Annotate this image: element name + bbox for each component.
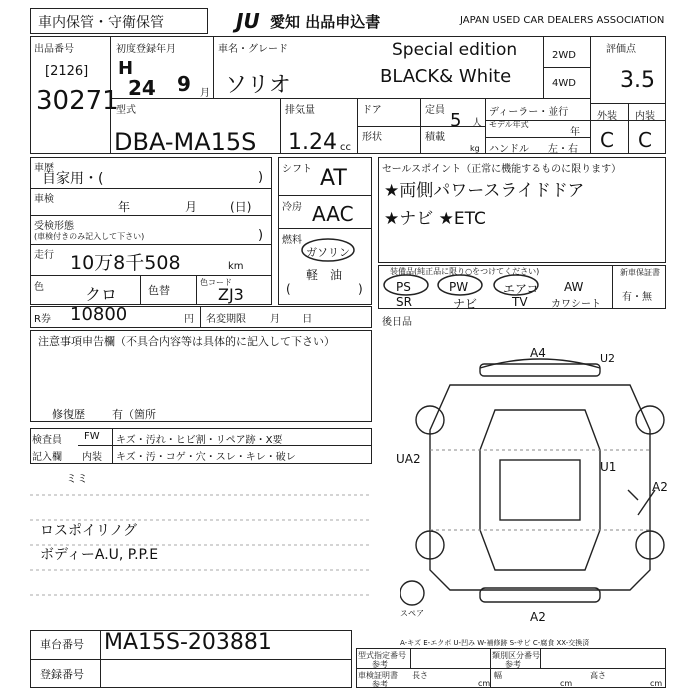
- height-label: 高さ: [590, 671, 606, 680]
- inspector-label: 検査員: [32, 435, 62, 446]
- form-title: 愛知 出品申込書: [270, 13, 381, 31]
- entry-label: 記入欄: [32, 452, 62, 463]
- equip-aw: AW: [564, 280, 584, 294]
- history-label: 車歴: [34, 163, 54, 174]
- grade-line1: Special edition: [392, 40, 518, 60]
- first-reg-label: 初度登録年月: [116, 44, 176, 55]
- cm-label-1: cm: [478, 679, 491, 688]
- std-model-label: 型式指定番号: [358, 651, 406, 660]
- shift-label: シフト: [282, 164, 312, 175]
- equipment-label: 装備品(純正品に限り○をつけてください): [390, 267, 540, 276]
- selling-points-2: ★ナビ ★ETC: [384, 209, 486, 229]
- equip-navi: ナビ: [453, 297, 478, 311]
- spare-label: スペア: [400, 609, 424, 618]
- handle-opts: 左・右: [548, 144, 578, 155]
- car-name-label: 車名・グレード: [218, 44, 288, 55]
- length-label: 長さ: [412, 671, 428, 680]
- diag-u2: U2: [600, 352, 616, 365]
- color-change-label: 色替: [148, 284, 170, 297]
- model-code: DBA-MA15S: [114, 128, 257, 156]
- reg-month: 9: [177, 72, 191, 96]
- fw-label: FW: [84, 431, 100, 442]
- car-name: ソリオ: [225, 73, 291, 98]
- model-label: 型式: [116, 105, 136, 116]
- repair-history-label: 修復歴: [52, 408, 85, 421]
- fuel-label: 燃料: [282, 235, 302, 246]
- chassis-value: MA15S-203881: [104, 630, 272, 655]
- diag-a2-bottom: A2: [530, 610, 546, 624]
- color-code-label: 色コード: [200, 278, 232, 287]
- selling-points-1: ★両側パワースライドドア: [384, 181, 585, 201]
- fuel-diesel: 軽 油: [306, 268, 343, 282]
- history-close-paren: ): [258, 170, 264, 185]
- notes-line-2: ボディーA.U, P.P.E: [40, 547, 159, 563]
- new-warranty-label: 新車保証書: [620, 268, 660, 277]
- inspection-year-unit: 年: [118, 200, 131, 214]
- lot-bracket: [2126]: [45, 64, 89, 79]
- equip-sr: SR: [396, 295, 412, 309]
- fuel-gas: ガソリン: [306, 246, 350, 259]
- selling-points-label: セールスポイント（正常に機能するものに限ります）: [382, 164, 622, 175]
- mileage-value: 10万8千508: [70, 252, 181, 274]
- aircon-value: AAC: [312, 202, 354, 226]
- damage-legend: A-キズ E-エクボ U-凹み W-補修跡 S-サビ C-腐食 XX-交換済: [400, 639, 590, 647]
- fuel-gas-circle: [300, 236, 356, 264]
- inspection-month-unit: 月: [185, 200, 198, 214]
- drive-2wd-label: 2WD: [552, 50, 576, 61]
- ref-label-1: 参考: [372, 660, 388, 669]
- equip-ps: PS: [396, 280, 411, 294]
- fuel-close-paren: ): [358, 282, 363, 296]
- fw-items: キズ・汚れ・ヒビ割・リペア跡・X要: [116, 435, 283, 446]
- displacement-value: 1.24: [288, 130, 337, 155]
- year-unit-label: 年: [570, 127, 580, 138]
- diag-ua2: UA2: [396, 452, 421, 466]
- kg-label: kg: [470, 144, 480, 153]
- color-label: 色: [34, 282, 44, 293]
- equip-circles: [380, 272, 560, 298]
- equip-tv: TV: [512, 295, 528, 309]
- mileage-label: 走行: [34, 250, 54, 261]
- ref-label-2: 参考: [505, 660, 521, 669]
- grade-line2: BLACK& White: [380, 66, 512, 87]
- shape-label: 形状: [362, 132, 382, 143]
- acceptance-note: (車検付きのみ記入して下さい): [34, 232, 145, 241]
- ref-label-3: 参考: [372, 680, 388, 689]
- equip-power-seat: カワシート: [551, 299, 601, 310]
- exterior-label: 外装: [597, 111, 617, 122]
- km-label: km: [228, 261, 244, 272]
- exterior-grade: C: [600, 128, 614, 152]
- warranty-opts: 有・無: [622, 292, 652, 303]
- lot-number: 30271: [36, 86, 119, 116]
- doors-label: ドア: [362, 105, 382, 116]
- interior-row-label: 内装: [82, 452, 102, 463]
- cc-unit: cc: [340, 142, 351, 153]
- displacement-label: 排気量: [285, 105, 315, 116]
- diag-a4: A4: [530, 346, 546, 360]
- car-diagram: [400, 340, 680, 630]
- width-label: 幅: [494, 671, 502, 680]
- reg-no-label: 登録番号: [40, 668, 84, 681]
- aircon-label: 冷房: [282, 202, 302, 213]
- handle-label: ハンドル: [489, 144, 529, 155]
- era: H: [118, 58, 134, 79]
- equip-aircon: エアコ: [503, 282, 539, 296]
- name-change-label: 名変期限: [206, 314, 246, 325]
- fuel-open-paren: (: [286, 282, 291, 296]
- acceptance-label: 受検形態: [34, 221, 74, 232]
- notes-line-1: ロスポイリノグ: [40, 523, 138, 539]
- diag-u1: U1: [600, 460, 617, 474]
- r-voucher-value: 10800: [70, 304, 128, 325]
- ju-logo: JU: [236, 9, 260, 33]
- history-value: 自家用・(: [42, 171, 104, 187]
- interior-items: キズ・汚・コゲ・穴・スレ・キレ・破レ: [116, 452, 296, 463]
- reg-year: 24: [128, 76, 156, 100]
- capacity-unit: 人: [472, 118, 482, 129]
- color-code-value: ZJ3: [218, 285, 244, 304]
- capacity-label: 定員: [425, 105, 445, 116]
- inspection-day: (日): [230, 200, 252, 214]
- inspection-label: 車検: [34, 194, 54, 205]
- association-name: JAPAN USED CAR DEALERS ASSOCIATION: [460, 15, 665, 26]
- drive-4wd-label: 4WD: [552, 78, 576, 89]
- chassis-label: 車台番号: [40, 638, 84, 651]
- dealer-label: ディーラー・並行: [489, 107, 569, 118]
- shift-value: AT: [320, 166, 347, 191]
- model-year-label: モデル年式: [489, 120, 529, 129]
- equip-pw: PW: [449, 280, 469, 294]
- storage-label: 車内保管・守衛保管: [38, 15, 164, 31]
- month-unit: 月: [200, 88, 210, 99]
- rear-items-label: 後日品: [382, 317, 412, 328]
- diag-a2-right: A2: [652, 480, 668, 494]
- capacity-value: 5: [450, 110, 462, 131]
- reg-cert-label: 車検証明書: [358, 671, 398, 680]
- repair-yes: 有（箇所: [112, 408, 156, 421]
- acceptance-close-paren: ): [258, 228, 264, 243]
- cm-label-3: cm: [650, 679, 663, 688]
- score: 3.5: [620, 68, 655, 93]
- mi-note: ミミ: [66, 472, 88, 485]
- lot-no-label: 出品番号: [34, 44, 74, 55]
- interior-label: 内装: [635, 111, 655, 122]
- grade-pts-label: 評価点: [606, 44, 636, 55]
- load-label: 積載: [425, 132, 445, 143]
- interior-grade: C: [638, 128, 652, 152]
- yen-label: 円: [184, 314, 194, 325]
- name-change-date: 月 日: [270, 314, 313, 325]
- r-voucher-label: R券: [34, 314, 51, 325]
- cm-label-2: cm: [560, 679, 573, 688]
- color-value: クロ: [85, 285, 118, 304]
- class-no-label: 類別区分番号: [492, 651, 540, 660]
- notes-header: 注意事項申告欄（不具合内容等は具体的に記入して下さい）: [38, 335, 335, 348]
